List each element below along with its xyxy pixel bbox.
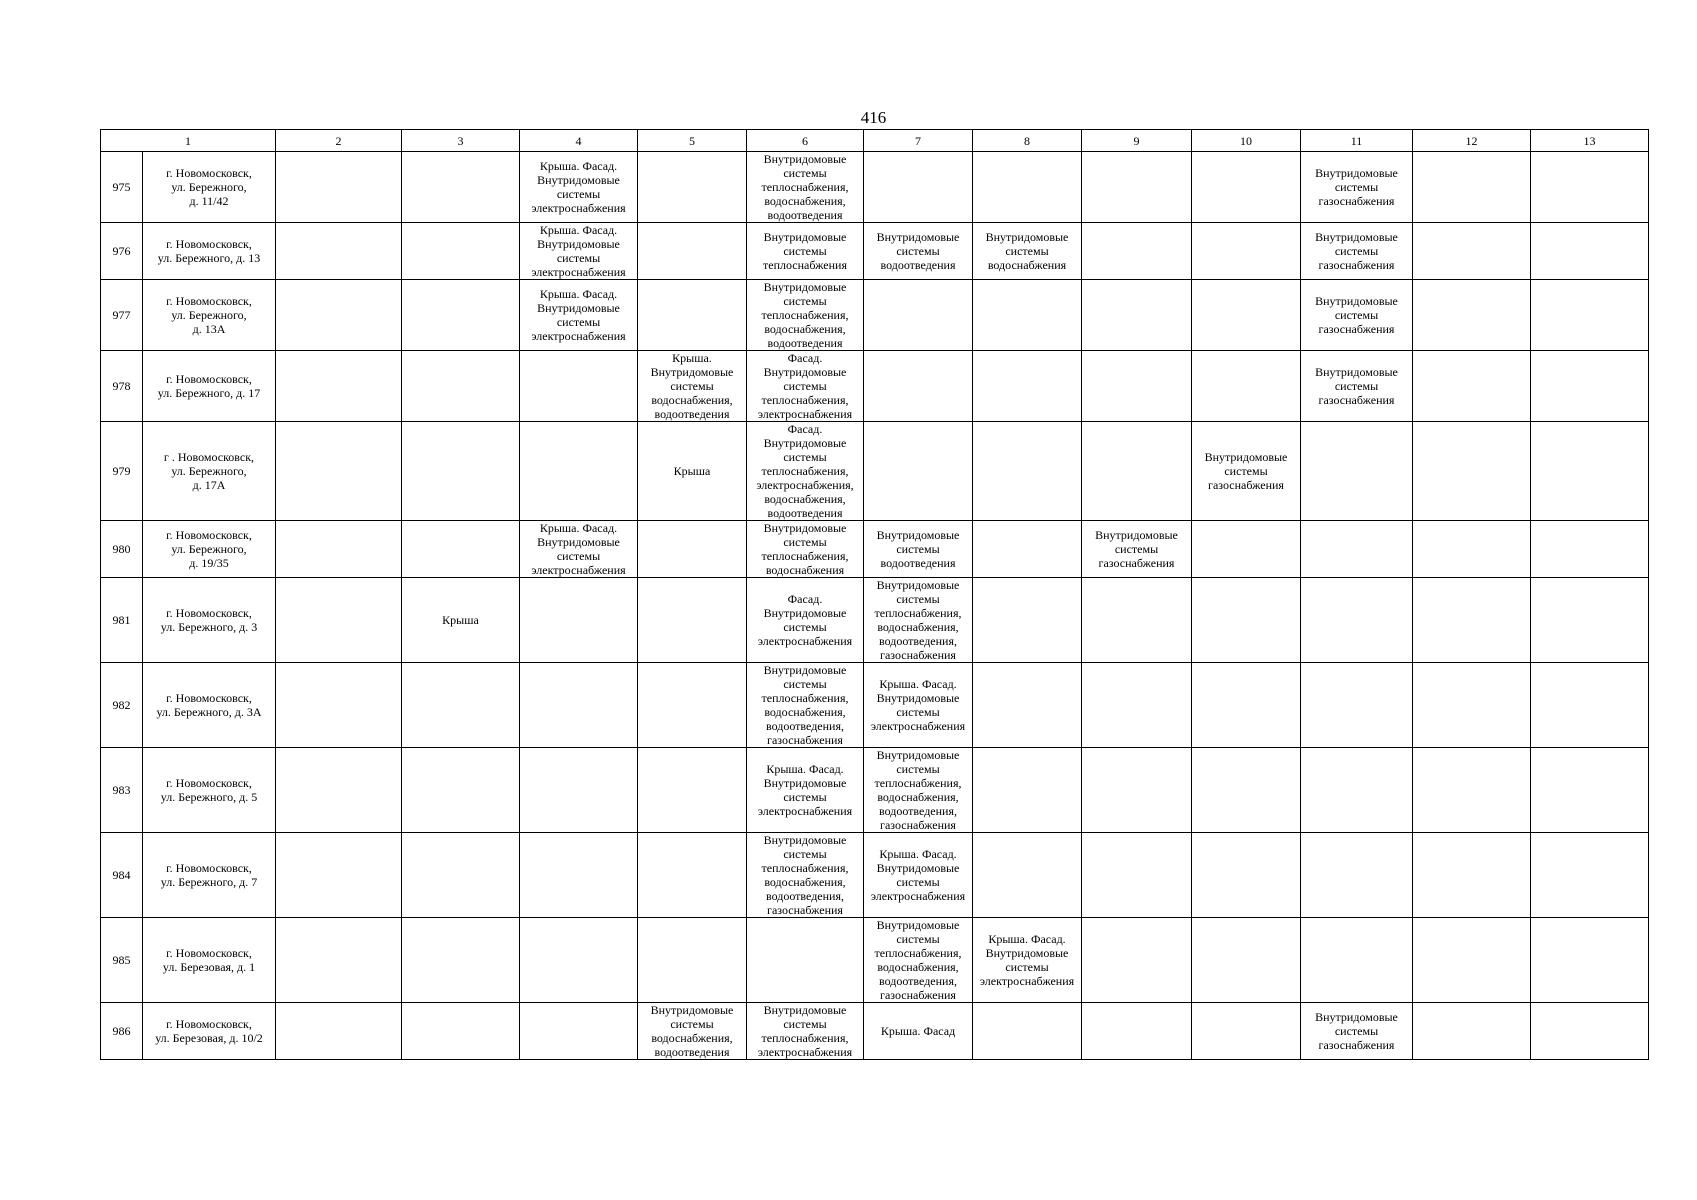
work-type-cell-3 [402, 521, 520, 578]
work-type-cell-8 [973, 833, 1082, 918]
work-type-cell-6: Крыша. Фасад. Внутридомовые системы электроснабжения [747, 748, 864, 833]
address-cell: г . Новомосковск, ул. Бережного, д. 17А [143, 422, 276, 521]
work-type-cell-8: Внутридомовые системы водоснабжения [973, 223, 1082, 280]
work-type-cell-10 [1192, 663, 1301, 748]
work-type-cell-3 [402, 663, 520, 748]
work-type-cell-11 [1301, 663, 1413, 748]
work-type-cell-10 [1192, 280, 1301, 351]
work-type-cell-13 [1531, 748, 1649, 833]
work-type-cell-5 [638, 521, 747, 578]
address-cell: г. Новомосковск, ул. Бережного, д. 17 [143, 351, 276, 422]
work-type-cell-3 [402, 223, 520, 280]
work-type-cell-8: Крыша. Фасад. Внутридомовые системы электроснабжения [973, 918, 1082, 1003]
work-type-cell-6: Внутридомовые системы теплоснабжения, водоснабжения, водоотведения, газоснабжения [747, 663, 864, 748]
table-row [101, 663, 1649, 748]
work-type-cell-8 [973, 280, 1082, 351]
work-type-cell-10 [1192, 521, 1301, 578]
work-type-cell-2 [276, 748, 402, 833]
work-type-cell-4 [520, 351, 638, 422]
row-number-cell: 977 [101, 280, 143, 351]
work-type-cell-11: Внутридомовые системы газоснабжения [1301, 223, 1413, 280]
row-number-cell: 983 [101, 748, 143, 833]
work-type-cell-8 [973, 152, 1082, 223]
work-type-cell-7: Крыша. Фасад. Внутридомовые системы электроснабжения [864, 663, 973, 748]
work-type-cell-8 [973, 663, 1082, 748]
work-type-cell-2 [276, 663, 402, 748]
column-header: 8 [973, 130, 1082, 152]
work-type-cell-12 [1413, 663, 1531, 748]
work-type-cell-13 [1531, 152, 1649, 223]
column-number-row [101, 130, 1649, 152]
work-type-cell-6: Внутридомовые системы теплоснабжения, водоснабжения, водоотведения [747, 152, 864, 223]
row-number-cell: 981 [101, 578, 143, 663]
work-type-cell-3 [402, 1003, 520, 1060]
column-header: 3 [402, 130, 520, 152]
table-row [101, 1003, 1649, 1060]
work-type-cell-9 [1082, 748, 1192, 833]
address-cell: г. Новомосковск, ул. Бережного, д. 7 [143, 833, 276, 918]
row-number-cell: 978 [101, 351, 143, 422]
work-type-cell-12 [1413, 351, 1531, 422]
work-type-cell-6: Внутридомовые системы теплоснабжения, водоснабжения, водоотведения [747, 280, 864, 351]
work-type-cell-12 [1413, 280, 1531, 351]
work-type-cell-5 [638, 280, 747, 351]
work-type-cell-7: Внутридомовые системы водоотведения [864, 521, 973, 578]
address-cell: г. Новомосковск, ул. Березовая, д. 10/2 [143, 1003, 276, 1060]
column-header: 4 [520, 130, 638, 152]
work-type-cell-6 [747, 918, 864, 1003]
work-type-cell-13 [1531, 351, 1649, 422]
work-type-cell-9 [1082, 422, 1192, 521]
work-type-cell-2 [276, 351, 402, 422]
work-type-cell-7: Крыша. Фасад. Внутридомовые системы электроснабжения [864, 833, 973, 918]
work-type-cell-3 [402, 280, 520, 351]
work-type-cell-13 [1531, 521, 1649, 578]
work-type-cell-9 [1082, 152, 1192, 223]
work-type-cell-10 [1192, 152, 1301, 223]
address-cell: г. Новомосковск, ул. Бережного, д. 3 [143, 578, 276, 663]
work-type-cell-10 [1192, 1003, 1301, 1060]
address-cell: г. Новомосковск, ул. Березовая, д. 1 [143, 918, 276, 1003]
work-type-cell-9 [1082, 351, 1192, 422]
column-header: 5 [638, 130, 747, 152]
work-type-cell-6: Фасад. Внутридомовые системы теплоснабжения, электроснабжения, водоснабжения, водоотведения [747, 422, 864, 521]
table-row [101, 422, 1649, 521]
page-number: 416 [860, 108, 887, 127]
work-type-cell-2 [276, 521, 402, 578]
work-type-cell-12 [1413, 833, 1531, 918]
work-type-cell-6: Внутридомовые системы теплоснабжения, водоснабжения, водоотведения, газоснабжения [747, 833, 864, 918]
work-type-cell-13 [1531, 833, 1649, 918]
work-type-cell-4 [520, 833, 638, 918]
work-type-cell-13 [1531, 223, 1649, 280]
work-type-cell-13 [1531, 578, 1649, 663]
row-number-cell: 976 [101, 223, 143, 280]
work-type-cell-12 [1413, 521, 1531, 578]
work-type-cell-13 [1531, 280, 1649, 351]
row-number-cell: 979 [101, 422, 143, 521]
work-type-cell-11: Внутридомовые системы газоснабжения [1301, 280, 1413, 351]
work-type-cell-11: Внутридомовые системы газоснабжения [1301, 351, 1413, 422]
work-type-cell-12 [1413, 748, 1531, 833]
work-type-cell-2 [276, 223, 402, 280]
work-type-cell-11: Внутридомовые системы газоснабжения [1301, 1003, 1413, 1060]
repair-schedule-table [100, 129, 1649, 1060]
table-body [101, 152, 1649, 1060]
row-number-cell: 982 [101, 663, 143, 748]
work-type-cell-10 [1192, 748, 1301, 833]
column-header: 7 [864, 130, 973, 152]
column-header: 10 [1192, 130, 1301, 152]
work-type-cell-13 [1531, 918, 1649, 1003]
work-type-cell-12 [1413, 223, 1531, 280]
row-number-cell: 985 [101, 918, 143, 1003]
table-row [101, 351, 1649, 422]
work-type-cell-7 [864, 152, 973, 223]
work-type-cell-7 [864, 422, 973, 521]
table-row [101, 748, 1649, 833]
work-type-cell-2 [276, 578, 402, 663]
address-cell: г. Новомосковск, ул. Бережного, д. 13 [143, 223, 276, 280]
column-header: 9 [1082, 130, 1192, 152]
work-type-cell-4: Крыша. Фасад. Внутридомовые системы электроснабжения [520, 223, 638, 280]
row-number-cell: 975 [101, 152, 143, 223]
work-type-cell-11 [1301, 422, 1413, 521]
work-type-cell-3 [402, 833, 520, 918]
work-type-cell-7 [864, 351, 973, 422]
work-type-cell-2 [276, 918, 402, 1003]
work-type-cell-4: Крыша. Фасад. Внутридомовые системы электроснабжения [520, 280, 638, 351]
work-type-cell-8 [973, 1003, 1082, 1060]
work-type-cell-6: Фасад. Внутридомовые системы электроснабжения [747, 578, 864, 663]
work-type-cell-7: Внутридомовые системы теплоснабжения, водоснабжения, водоотведения, газоснабжения [864, 918, 973, 1003]
work-type-cell-6: Фасад. Внутридомовые системы теплоснабжения, электроснабжения [747, 351, 864, 422]
work-type-cell-9 [1082, 833, 1192, 918]
work-type-cell-6: Внутридомовые системы теплоснабжения [747, 223, 864, 280]
work-type-cell-2 [276, 152, 402, 223]
work-type-cell-13 [1531, 422, 1649, 521]
work-type-cell-12 [1413, 1003, 1531, 1060]
row-number-cell: 980 [101, 521, 143, 578]
work-type-cell-12 [1413, 918, 1531, 1003]
work-type-cell-4 [520, 1003, 638, 1060]
work-type-cell-5: Крыша [638, 422, 747, 521]
work-type-cell-10 [1192, 578, 1301, 663]
work-type-cell-9 [1082, 223, 1192, 280]
work-type-cell-8 [973, 351, 1082, 422]
work-type-cell-5 [638, 918, 747, 1003]
table-row [101, 223, 1649, 280]
column-header: 1 [101, 130, 276, 152]
table-row [101, 833, 1649, 918]
work-type-cell-7: Внутридомовые системы теплоснабжения, водоснабжения, водоотведения, газоснабжения [864, 578, 973, 663]
work-type-cell-5: Крыша. Внутридомовые системы водоснабжения, водоотведения [638, 351, 747, 422]
work-type-cell-3 [402, 351, 520, 422]
work-type-cell-5 [638, 833, 747, 918]
work-type-cell-6: Внутридомовые системы теплоснабжения, электроснабжения [747, 1003, 864, 1060]
row-number-cell: 986 [101, 1003, 143, 1060]
work-type-cell-3 [402, 422, 520, 521]
work-type-cell-10 [1192, 223, 1301, 280]
work-type-cell-3: Крыша [402, 578, 520, 663]
work-type-cell-4 [520, 578, 638, 663]
work-type-cell-3 [402, 748, 520, 833]
work-type-cell-7: Крыша. Фасад [864, 1003, 973, 1060]
work-type-cell-2 [276, 280, 402, 351]
work-type-cell-5 [638, 663, 747, 748]
address-cell: г. Новомосковск, ул. Бережного, д. 19/35 [143, 521, 276, 578]
work-type-cell-10: Внутридомовые системы газоснабжения [1192, 422, 1301, 521]
work-type-cell-6: Внутридомовые системы теплоснабжения, водоснабжения [747, 521, 864, 578]
work-type-cell-11 [1301, 521, 1413, 578]
work-type-cell-10 [1192, 833, 1301, 918]
address-cell: г. Новомосковск, ул. Бережного, д. 11/42 [143, 152, 276, 223]
work-type-cell-4 [520, 422, 638, 521]
work-type-cell-2 [276, 833, 402, 918]
work-type-cell-11 [1301, 578, 1413, 663]
work-type-cell-3 [402, 152, 520, 223]
work-type-cell-11 [1301, 918, 1413, 1003]
row-number-cell: 984 [101, 833, 143, 918]
work-type-cell-13 [1531, 663, 1649, 748]
table-row [101, 280, 1649, 351]
column-header: 6 [747, 130, 864, 152]
work-type-cell-4: Крыша. Фасад. Внутридомовые системы электроснабжения [520, 152, 638, 223]
table-row [101, 152, 1649, 223]
column-header: 13 [1531, 130, 1649, 152]
work-type-cell-5 [638, 223, 747, 280]
work-type-cell-11: Внутридомовые системы газоснабжения [1301, 152, 1413, 223]
work-type-cell-10 [1192, 918, 1301, 1003]
work-type-cell-5 [638, 748, 747, 833]
work-type-cell-4: Крыша. Фасад. Внутридомовые системы электроснабжения [520, 521, 638, 578]
work-type-cell-3 [402, 918, 520, 1003]
work-type-cell-5 [638, 578, 747, 663]
address-cell: г. Новомосковск, ул. Бережного, д. 13А [143, 280, 276, 351]
work-type-cell-10 [1192, 351, 1301, 422]
work-type-cell-8 [973, 422, 1082, 521]
table-row [101, 578, 1649, 663]
work-type-cell-12 [1413, 578, 1531, 663]
address-cell: г. Новомосковск, ул. Бережного, д. 5 [143, 748, 276, 833]
work-type-cell-7: Внутридомовые системы теплоснабжения, водоснабжения, водоотведения, газоснабжения [864, 748, 973, 833]
work-type-cell-12 [1413, 422, 1531, 521]
column-header: 2 [276, 130, 402, 152]
work-type-cell-2 [276, 422, 402, 521]
work-type-cell-9 [1082, 280, 1192, 351]
work-type-cell-4 [520, 663, 638, 748]
column-header: 12 [1413, 130, 1531, 152]
work-type-cell-11 [1301, 748, 1413, 833]
work-type-cell-5: Внутридомовые системы водоснабжения, водоотведения [638, 1003, 747, 1060]
work-type-cell-7: Внутридомовые системы водоотведения [864, 223, 973, 280]
work-type-cell-12 [1413, 152, 1531, 223]
work-type-cell-11 [1301, 833, 1413, 918]
address-cell: г. Новомосковск, ул. Бережного, д. 3А [143, 663, 276, 748]
work-type-cell-9 [1082, 663, 1192, 748]
table-row [101, 918, 1649, 1003]
work-type-cell-9: Внутридомовые системы газоснабжения [1082, 521, 1192, 578]
table-row [101, 521, 1649, 578]
work-type-cell-8 [973, 521, 1082, 578]
work-type-cell-8 [973, 748, 1082, 833]
work-type-cell-2 [276, 1003, 402, 1060]
work-type-cell-13 [1531, 1003, 1649, 1060]
work-type-cell-9 [1082, 918, 1192, 1003]
column-header: 11 [1301, 130, 1413, 152]
work-type-cell-5 [638, 152, 747, 223]
work-type-cell-4 [520, 748, 638, 833]
work-type-cell-9 [1082, 578, 1192, 663]
work-type-cell-7 [864, 280, 973, 351]
work-type-cell-8 [973, 578, 1082, 663]
work-type-cell-4 [520, 918, 638, 1003]
work-type-cell-9 [1082, 1003, 1192, 1060]
